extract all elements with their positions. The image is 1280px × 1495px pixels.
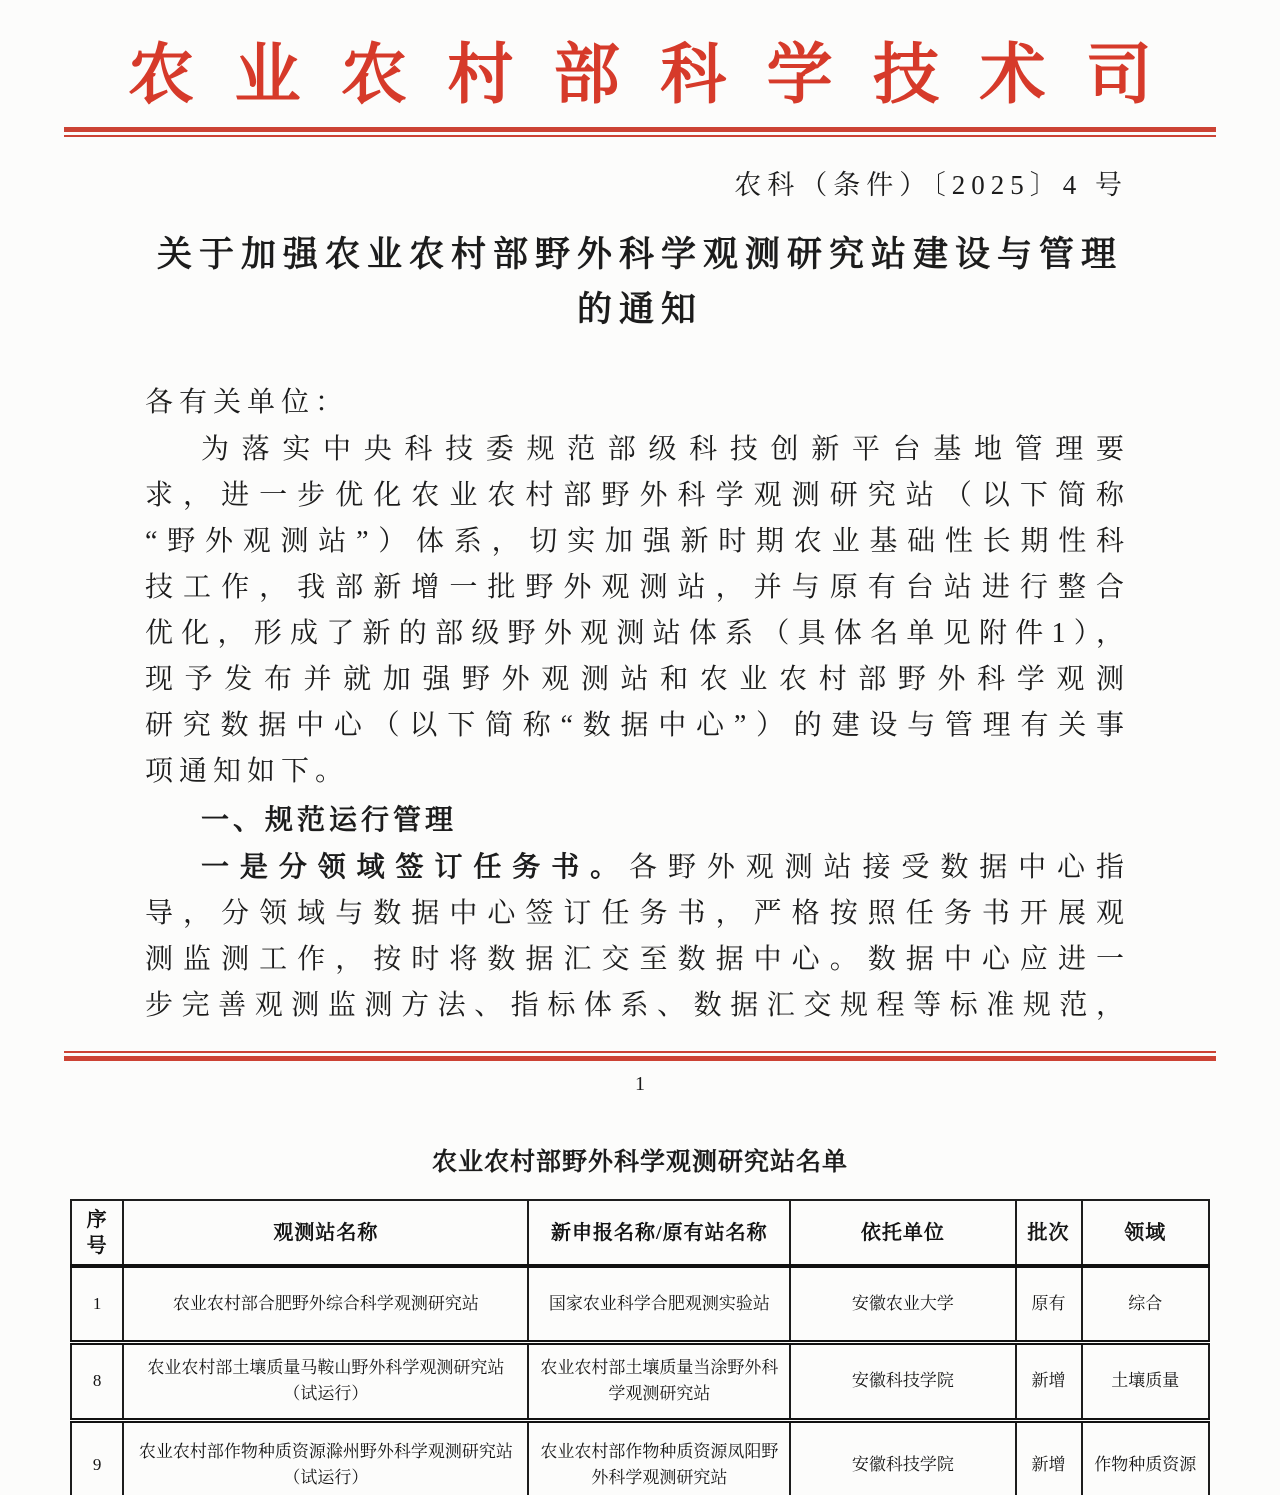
body-line: 现予发布并就加强野外观测站和农业农村部野外科学观测 bbox=[145, 664, 1130, 695]
col-header-field: 领域 bbox=[1082, 1200, 1209, 1266]
salutation: 各有关单位： bbox=[145, 387, 350, 418]
table-row bbox=[71, 1420, 1209, 1495]
paragraph-1 bbox=[145, 427, 1130, 795]
red-rule-thick bbox=[64, 127, 1216, 132]
station-name-text: 农业农村部合肥野外综合科学观测研究站 bbox=[172, 1293, 479, 1313]
paragraph-2-rest: 各野外观测站接受数据中心指 bbox=[629, 852, 1130, 883]
cell-field: 土壤质量 bbox=[1082, 1342, 1209, 1420]
body-line: 导，分领域与数据中心签订任务书，严格按照任务书开展观 bbox=[145, 898, 1130, 929]
cell-new-name: 国家农业科学合肥观测实验站 bbox=[528, 1266, 790, 1342]
table-row bbox=[71, 1266, 1209, 1342]
body-line: 测监测工作，按时将数据汇交至数据中心。数据中心应进一 bbox=[145, 944, 1130, 975]
body-line: 研究数据中心（以下简称“数据中心”）的建设与管理有关事 bbox=[145, 710, 1130, 741]
table-row bbox=[71, 1342, 1209, 1420]
cell-no: 1 bbox=[71, 1266, 123, 1342]
body-line: 求，进一步优化农业农村部野外科学观测研究站（以下简称 bbox=[145, 480, 1130, 511]
col-header-org: 依托单位 bbox=[790, 1200, 1015, 1266]
cell-org: 安徽科技学院 bbox=[790, 1420, 1015, 1495]
body-line bbox=[145, 845, 1130, 891]
body-line: “野外观测站”）体系，切实加强新时期农业基础性长期性科 bbox=[145, 526, 1130, 557]
paragraph-2-lead: 一是分领域签订任务书。 bbox=[201, 852, 630, 883]
cell-new-name: 农业农村部作物种质资源凤阳野外科学观测研究站 bbox=[528, 1420, 790, 1495]
station-name-note: （试运行） bbox=[283, 1384, 369, 1403]
page-number: 1 bbox=[635, 1073, 645, 1095]
cell-station-name bbox=[123, 1342, 528, 1420]
red-rule-thin bbox=[64, 135, 1216, 137]
col-header-new-name: 新申报名称/原有站名称 bbox=[528, 1200, 790, 1266]
footer-rules bbox=[0, 1051, 1280, 1061]
cell-org: 安徽科技学院 bbox=[790, 1342, 1015, 1420]
body-line: 步完善观测监测方法、指标体系、数据汇交规程等标准规范， bbox=[145, 990, 1130, 1021]
stations-table bbox=[70, 1199, 1210, 1495]
paragraph-2 bbox=[145, 845, 1130, 1029]
cell-field: 综合 bbox=[1082, 1266, 1209, 1342]
doc-number: 农科（条件）〔2025〕4 号 bbox=[734, 170, 1128, 200]
masthead-rules bbox=[0, 127, 1280, 137]
cell-batch: 新增 bbox=[1016, 1420, 1082, 1495]
cell-batch: 原有 bbox=[1016, 1266, 1082, 1342]
red-rule-thick-bottom bbox=[64, 1056, 1216, 1061]
notice-title-line1: 关于加强农业农村部野外科学观测研究站建设与管理 bbox=[156, 235, 1123, 274]
cell-no: 9 bbox=[71, 1420, 123, 1495]
cell-no: 8 bbox=[71, 1342, 123, 1420]
notice-title-line2: 的通知 bbox=[576, 290, 703, 329]
body-line: 优化，形成了新的部级野外观测站体系（具体名单见附件1）， bbox=[145, 618, 1130, 649]
station-name-text: 农业农村部作物种质资源滁州野外科学观测研究站 bbox=[138, 1441, 513, 1461]
body-line: 技工作，我部新增一批野外观测站，并与原有台站进行整合 bbox=[145, 572, 1130, 603]
body-line: 为落实中央科技委规范部级科技创新平台基地管理要 bbox=[201, 434, 1130, 465]
cell-field: 作物种质资源 bbox=[1082, 1420, 1209, 1495]
cell-station-name bbox=[123, 1266, 528, 1342]
attachment-title: 农业农村部野外科学观测研究站名单 bbox=[431, 1148, 848, 1176]
col-header-station-name: 观测站名称 bbox=[123, 1200, 528, 1266]
body-line: 项通知如下。 bbox=[145, 756, 350, 787]
table-header-row bbox=[71, 1200, 1209, 1266]
notice-body bbox=[145, 381, 1130, 1029]
masthead-title: 农业农村部科学技术司 bbox=[128, 39, 1152, 112]
cell-org: 安徽农业大学 bbox=[790, 1266, 1015, 1342]
section-heading-1: 一、规范运行管理 bbox=[201, 804, 458, 835]
station-name-note: （试运行） bbox=[283, 1467, 369, 1487]
col-header-batch: 批次 bbox=[1016, 1200, 1082, 1266]
col-header-no: 序号 bbox=[71, 1200, 123, 1266]
cell-new-name: 农业农村部土壤质量当涂野外科学观测研究站 bbox=[528, 1342, 790, 1420]
cell-batch: 新增 bbox=[1016, 1342, 1082, 1420]
cell-station-name bbox=[123, 1420, 528, 1495]
station-name-text: 农业农村部土壤质量马鞍山野外科学观测研究站 bbox=[147, 1358, 505, 1377]
red-rule-thin-bottom bbox=[64, 1051, 1216, 1053]
notice-title bbox=[0, 227, 1280, 337]
